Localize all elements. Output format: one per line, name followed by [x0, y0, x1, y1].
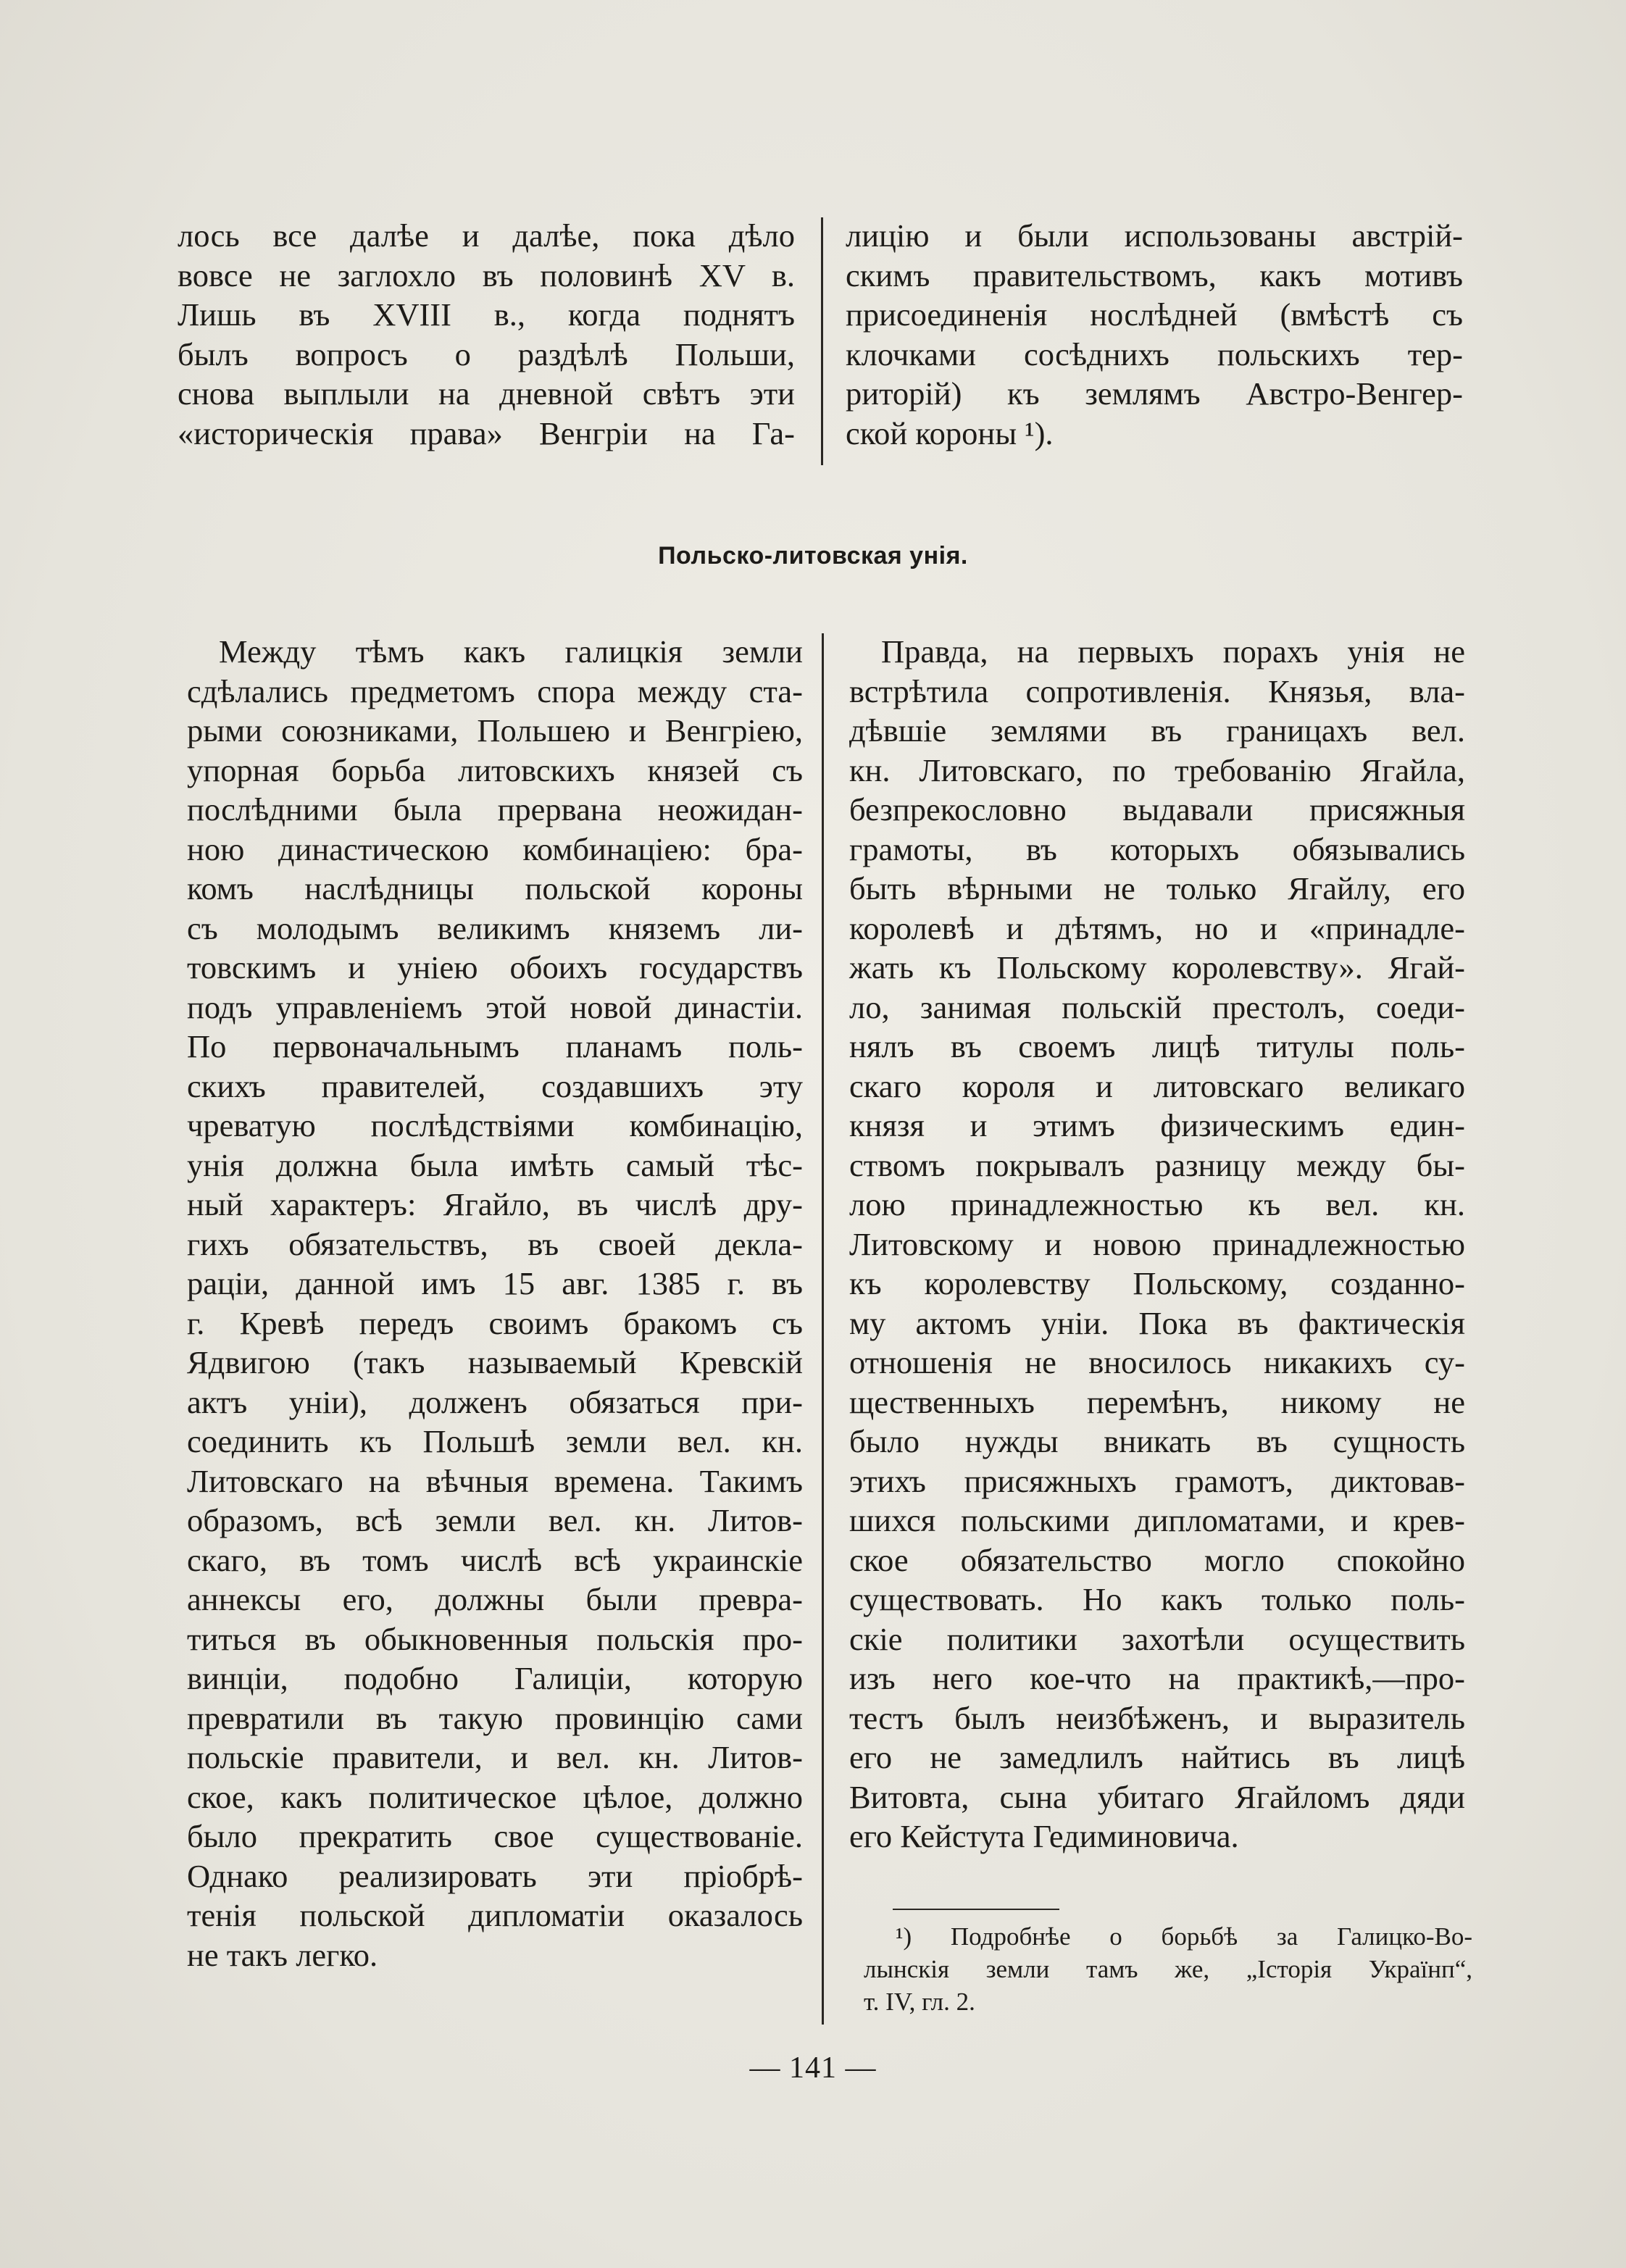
text-line: къ королевству Польскому, созданно-	[849, 1265, 1465, 1301]
text-line: соединить къ Польшѣ земли вел. кн.	[187, 1423, 803, 1459]
text-line: Литовскому и новою принадлежностью	[849, 1225, 1465, 1262]
text-line: г. Кревѣ передъ своимъ бракомъ съ	[187, 1304, 803, 1341]
text-line: его не замедлилъ найтись въ лицѣ	[849, 1739, 1465, 1775]
text-line: послѣдними была прервана неожидан-	[187, 791, 803, 827]
text-line: ный характеръ: Ягайло, въ числѣ дру-	[187, 1186, 803, 1222]
text-line: Витовта, сына убитаго Ягайломъ дяди	[849, 1778, 1465, 1815]
text-line: князя и этимъ физическимъ един-	[849, 1107, 1465, 1143]
text-line: польскіе правители, и вел. кн. Литов-	[187, 1739, 803, 1775]
text-line: кн. Литовскаго, по требованію Ягайла,	[849, 751, 1465, 788]
text-line: ской короны ¹).	[846, 414, 1054, 451]
text-line: встрѣтила сопротивленія. Князья, вла-	[849, 672, 1465, 709]
text-line: По первоначальнымъ планамъ поль-	[187, 1028, 803, 1064]
text-line: «историческія права» Венгріи на Га-	[178, 414, 795, 451]
text-line: клочками сосѣднихъ польскихъ тер-	[846, 335, 1463, 372]
text-line: скіе политики захотѣли осуществить	[849, 1620, 1465, 1657]
text-line: скимъ правительствомъ, какъ мотивъ	[846, 257, 1463, 293]
text-line: Ядвигою (такъ называемый Кревскій	[187, 1344, 803, 1380]
text-line: гихъ обязательствъ, въ своей декла-	[187, 1225, 803, 1262]
text-line: сдѣлались предметомъ спора между ста-	[187, 672, 803, 709]
text-line: образомъ, всѣ земли вел. кн. Литов-	[187, 1502, 803, 1538]
left-column	[187, 632, 803, 1975]
top-right-column	[846, 216, 1463, 453]
text-line: не такъ легко.	[187, 1936, 378, 1973]
text-line: риторій) къ землямъ Австро-Венгер-	[846, 375, 1463, 412]
text-line: щественныхъ перемѣнъ, никому не	[849, 1383, 1465, 1420]
text-line: существовать. Но какъ только поль-	[849, 1581, 1465, 1617]
text-line: актъ уніи), долженъ обязаться при-	[187, 1383, 803, 1420]
text-line: нялъ въ своемъ лицѣ титулы поль-	[849, 1028, 1465, 1064]
text-line: съ молодымъ великимъ княземъ ли-	[187, 909, 803, 946]
text-line: отношенія не вносилось никакихъ су-	[849, 1344, 1465, 1380]
text-line: комъ наслѣдницы польской короны	[187, 870, 803, 906]
text-line: лою принадлежностью къ вел. кн.	[849, 1186, 1465, 1222]
text-line: ною династическою комбинаціею: бра-	[187, 830, 803, 867]
text-line: Между тѣмъ какъ галицкія земли	[219, 633, 803, 670]
text-line: унія должна была имѣть самый тѣс-	[187, 1146, 803, 1183]
text-line: былъ вопросъ о раздѣлѣ Польши,	[178, 335, 795, 372]
text-line: вовсе не заглохло въ половинѣ XV в.	[178, 257, 795, 293]
text-line: товскимъ и уніею обоихъ государствъ	[187, 949, 803, 985]
text-line: рыми союзниками, Польшею и Венгріею,	[187, 712, 803, 749]
text-line: упорная борьба литовскихъ князей съ	[187, 751, 803, 788]
text-line: подъ управленіемъ этой новой династіи.	[187, 988, 803, 1025]
text-line: лицію и были использованы австрій-	[846, 217, 1463, 254]
text-line: ло, занимая польскій престолъ, соеди-	[849, 988, 1465, 1025]
text-line: ¹) Подробнѣе о борьбѣ за Галицко-Во-	[896, 1922, 1472, 1951]
text-line: титься въ обыкновенныя польскія про-	[187, 1620, 803, 1657]
section-heading: Польско-литовская унія.	[658, 542, 968, 570]
text-line: быть вѣрными не только Ягайлу, его	[849, 870, 1465, 906]
text-line: скаго короля и литовскаго великаго	[849, 1067, 1465, 1104]
right-column	[849, 632, 1465, 1856]
text-line: ское обязательство могло спокойно	[849, 1541, 1465, 1578]
text-line: скаго, въ томъ числѣ всѣ украинскіе	[187, 1541, 803, 1578]
text-line: этихъ присяжныхъ грамотъ, диктовав-	[849, 1462, 1465, 1499]
text-line: жать къ Польскому королевству». Ягай-	[849, 949, 1465, 985]
text-line: Литовскаго на вѣчныя времена. Такимъ	[187, 1462, 803, 1499]
text-line: чреватую послѣдствіями комбинацію,	[187, 1107, 803, 1143]
text-line: изъ него кое-что на практикѣ,—про-	[849, 1660, 1465, 1696]
text-line: Однако реализировать эти пріобрѣ-	[187, 1857, 803, 1894]
text-line: присоединенія нослѣдней (вмѣстѣ съ	[846, 296, 1463, 333]
text-line: шихся польскими дипломатами, и крев-	[849, 1502, 1465, 1538]
text-line: му актомъ уніи. Пока въ фактическія	[849, 1304, 1465, 1341]
footnote-separator	[893, 1909, 1059, 1910]
text-line: его Кейстута Гедиминовича.	[849, 1818, 1239, 1854]
text-line: было прекратить свое существованіе.	[187, 1818, 803, 1854]
text-line: Лишь въ XVIII в., когда поднятъ	[178, 296, 795, 333]
text-line: скихъ правителей, создавшихъ эту	[187, 1067, 803, 1104]
text-line: дѣвшіе землями въ границахъ вел.	[849, 712, 1465, 749]
text-line: лось все далѣе и далѣе, пока дѣло	[178, 217, 795, 254]
text-line: ское, какъ политическое цѣлое, должно	[187, 1778, 803, 1815]
text-line: было нужды вникать въ сущность	[849, 1423, 1465, 1459]
page-number: — 141 —	[749, 2051, 877, 2085]
text-line: грамоты, въ которыхъ обязывались	[849, 830, 1465, 867]
text-line: тестъ былъ неизбѣженъ, и выразитель	[849, 1699, 1465, 1736]
text-line: снова выплыли на дневной свѣтъ эти	[178, 375, 795, 412]
text-line: раціи, данной имъ 15 авг. 1385 г. въ	[187, 1265, 803, 1301]
text-line: аннексы его, должны были превра-	[187, 1581, 803, 1617]
main-column-rule	[822, 633, 824, 2025]
text-line: безпрекословно выдавали присяжныя	[849, 791, 1465, 827]
text-line: тенія польской дипломатіи оказалось	[187, 1897, 803, 1933]
top-left-column	[178, 216, 795, 453]
footnote	[864, 1920, 1472, 2018]
top-column-rule	[821, 217, 823, 465]
text-line: винціи, подобно Галиціи, которую	[187, 1660, 803, 1696]
text-line: т. IV, гл. 2.	[864, 1988, 975, 2016]
text-line: Правда, на первыхъ порахъ унія не	[881, 633, 1465, 670]
text-line: превратили въ такую провинцію сами	[187, 1699, 803, 1736]
text-line: королевѣ и дѣтямъ, но и «принадле-	[849, 909, 1465, 946]
text-line: лынскія земли тамъ же, „Історія Українп“,	[864, 1955, 1472, 1983]
text-line: ствомъ покрывалъ разницу между бы-	[849, 1146, 1465, 1183]
